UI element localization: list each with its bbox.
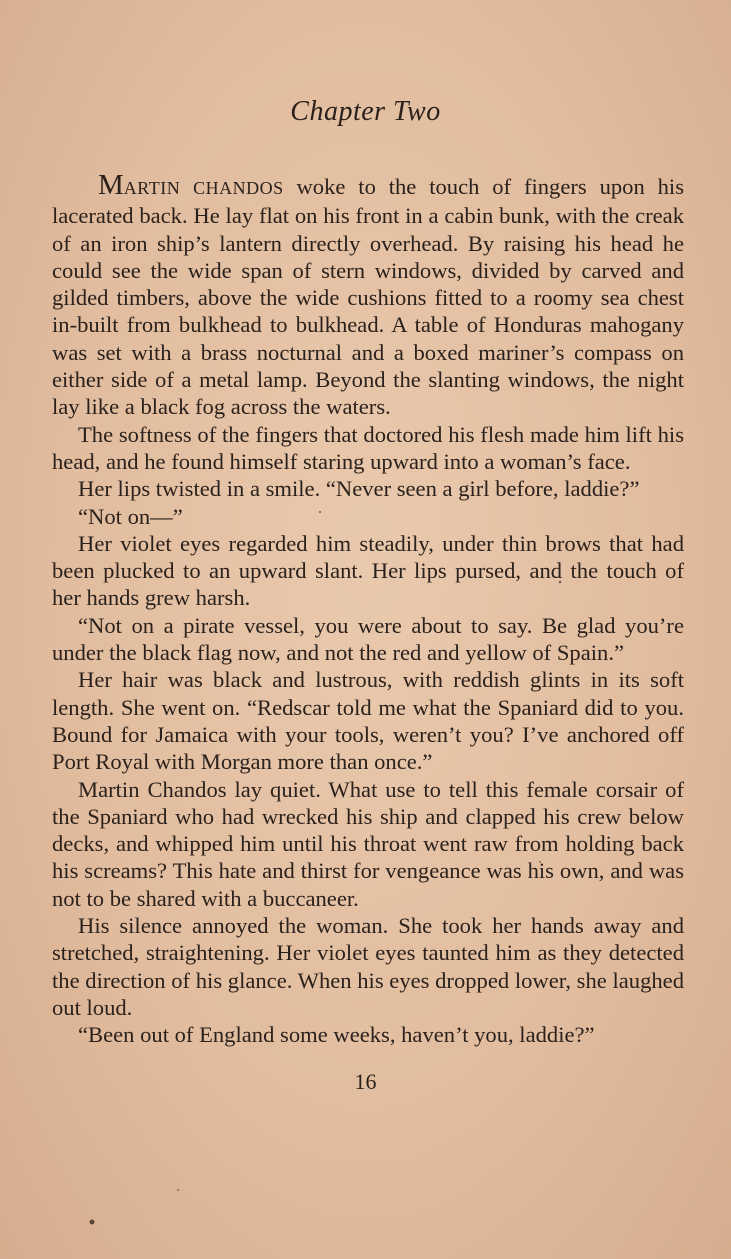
opening-text: woke to the touch of fingers upon his lacerated back. He lay flat on his front in a cabin bunk, with the creak of an iron ship’s lantern directly overhead. By raising his head he could see the wide span of stern windows, divided by carved and gilded timbers, above the wide cushions fitted to a roomy sea chest in-built from bulkhead to bulkhead. A table of Honduras mahogany was set with a brass nocturnal and a boxed mariner’s compass on either side of a metal lamp. Beyond the slanting windows, the night lay like a black fog across the waters.	[52, 174, 684, 420]
paragraph: Her hair was black and lustrous, with reddish glints in its soft length. She went on. “Redscar told me what the Spaniard did to you. Bound for Jamaica with your tools, weren’t you? I’ve anchored off Port Royal with Morgan more than once.”	[52, 667, 684, 775]
small-caps-first-name: ARTIN	[123, 178, 181, 198]
paragraph: Her violet eyes regarded him steadily, under thin brows that had been plucked to an upward slant. Her lips pursed, and the touch of her hands grew harsh.	[52, 530, 684, 611]
paragraph: “Been out of England some weeks, haven’t you, laddie?”	[78, 1022, 595, 1048]
ink-speck	[177, 1189, 179, 1191]
chapter-title: Chapter Two	[290, 96, 441, 127]
paragraph: Her lips twisted in a smile. “Never seen a girl before, laddie?”	[78, 476, 640, 502]
chapter-body	[52, 169, 684, 1049]
ink-speck	[90, 1220, 95, 1225]
paragraph: “Not on a pirate vessel, you were about to say. Be glad you’re under the black flag now, and not the red and yellow of Spain.”	[52, 612, 684, 666]
small-caps-last-name: CHANDOS	[193, 178, 284, 198]
paragraph: The softness of the fingers that doctored his flesh made him lift his head, and he found himself staring upward into a woman’s face.	[52, 421, 684, 474]
opening-paragraph	[52, 169, 684, 421]
drop-cap: M	[98, 169, 124, 201]
paragraph: Martin Chandos lay quiet. What use to tell this female corsair of the Spaniard who had wrecked his ship and clapped his crew below decks, and whipped him until his throat went raw from holding back his screams? This hate and thirst for vengeance was his own, and was not to be shared with a buccaneer.	[52, 776, 684, 911]
paragraph: “Not on—”	[78, 503, 183, 529]
paragraph: His silence annoyed the woman. She took her hands away and stretched, straightening. Her violet eyes taunted him as they detected the direction of his glance. When his eyes dropped lower, she laughed out loud.	[52, 913, 684, 1020]
page-number: 16	[354, 1069, 377, 1094]
